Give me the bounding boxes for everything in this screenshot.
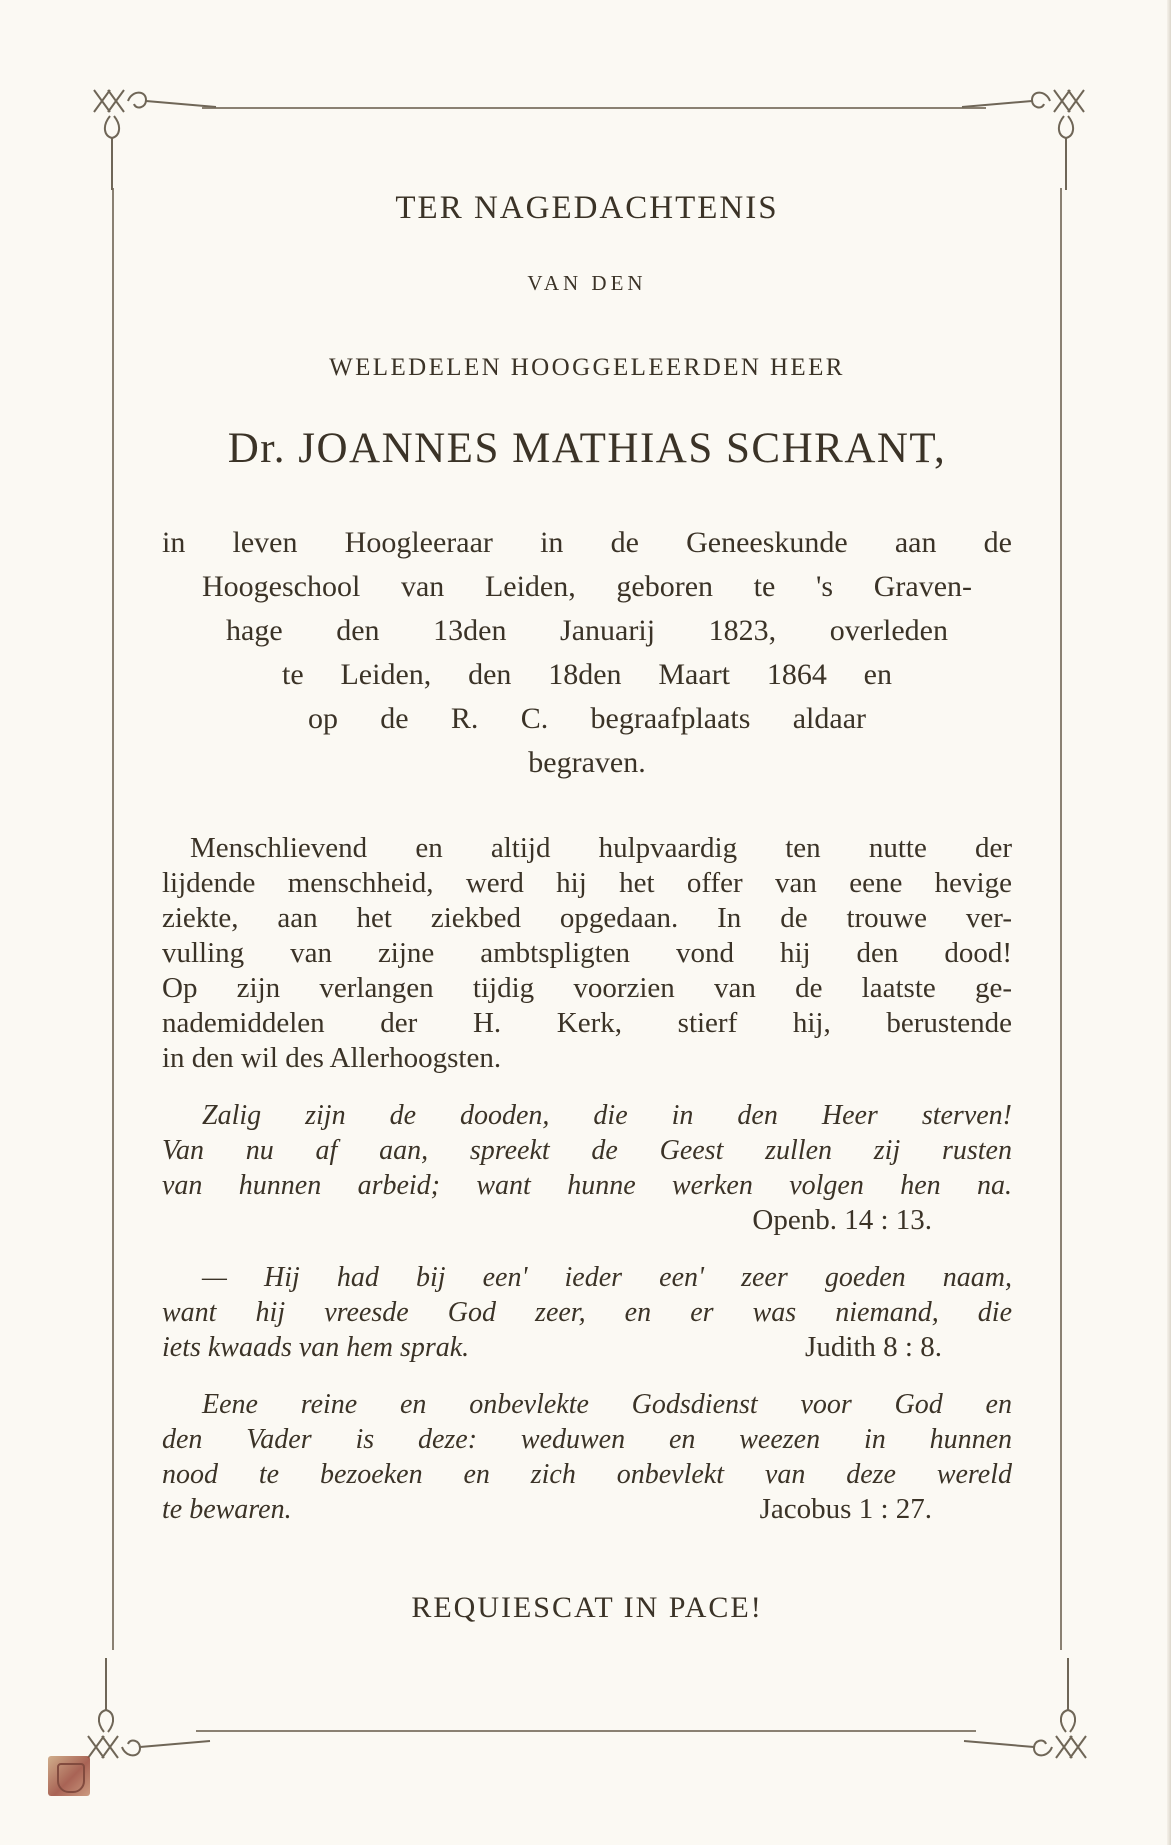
quote-line: — Hij had bij een' ieder een' zeer goeden naam, — [202, 1262, 1012, 1293]
scripture-quote-1 — [162, 1098, 1012, 1238]
quote-line: iets kwaads van hem sprak. — [162, 1332, 470, 1363]
tribute-paragraph — [162, 831, 1012, 1076]
quote-reference: Openb. 14 : 13. — [752, 1204, 932, 1236]
quote-line: nood te bezoeken en zich onbevlekt van deze wereld — [162, 1459, 1012, 1490]
closing-prayer: REQUIESCAT IN PACE! — [411, 1591, 763, 1624]
scripture-quote-2 — [162, 1260, 1012, 1365]
border-bottom — [196, 1730, 976, 1732]
quote-line: Van nu af aan, spreekt de Geest zullen zij rusten — [162, 1135, 1012, 1166]
biography — [162, 521, 1012, 785]
corner-ornament-icon — [962, 1656, 1092, 1766]
bio-line: in leven Hoogleeraar in de Geneeskunde aan de — [162, 526, 1012, 559]
tribute-line: Op zijn verlangen tijdig voorzien van de laatste ge- — [162, 972, 1012, 1004]
collection-stamp-icon — [48, 1756, 90, 1796]
card-text — [162, 190, 1012, 1625]
quote-line: Eene reine en onbevlekte Godsdienst voor God en — [202, 1389, 1012, 1420]
border-top — [202, 107, 986, 109]
tribute-line: lijdende menschheid, werd hij het offer van eene hevige — [162, 867, 1012, 899]
corner-ornament-icon — [88, 82, 218, 192]
quote-final-line — [162, 1330, 1012, 1365]
bio-line: hage den 13den Januarij 1823, overleden — [226, 614, 948, 647]
tribute-line: in den wil des Allerhoogsten. — [162, 1042, 502, 1074]
border-right — [1060, 188, 1062, 1650]
bio-line: te Leiden, den 18den Maart 1864 en — [282, 658, 892, 691]
quote-line: den Vader is deze: weduwen en weezen in hunnen — [162, 1424, 1012, 1455]
quote-reference: Jacobus 1 : 27. — [759, 1493, 932, 1525]
quote-line: van hunnen arbeid; want hunne werken volgen hen na. — [162, 1170, 1012, 1201]
corner-ornament-icon — [960, 82, 1090, 192]
tribute-line: nademiddelen der H. Kerk, stierf hij, berustende — [162, 1007, 1012, 1039]
tribute-line: ziekte, aan het ziekbed opgedaan. In de trouwe ver- — [162, 902, 1012, 934]
tribute-line: Menschlievend en altijd hulpvaardig ten nutte der — [190, 832, 1012, 864]
bio-line: op de R. C. begraafplaats aldaar — [308, 702, 866, 735]
quote-line: Zalig zijn de dooden, die in den Heer sterven! — [202, 1100, 1012, 1131]
heading-honorific: WELEDELEN HOOGGELEERDEN HEER — [329, 354, 845, 381]
quote-line: te bewaren. — [162, 1494, 292, 1525]
scripture-quote-3 — [162, 1387, 1012, 1527]
quote-reference: Judith 8 : 8. — [805, 1331, 942, 1363]
bio-line: Hoogeschool van Leiden, geboren te 's Graven- — [202, 570, 972, 603]
heading-in-memory: TER NAGEDACHTENIS — [395, 190, 779, 226]
bio-line: begraven. — [528, 746, 646, 779]
heading-of-the: VAN DEN — [527, 271, 647, 295]
border-left — [112, 188, 114, 1650]
quote-final-line — [162, 1492, 1012, 1527]
deceased-name: Dr. JOANNES MATHIAS SCHRANT, — [227, 425, 947, 472]
quote-line: want hij vreesde God zeer, en er was niemand, die — [162, 1297, 1012, 1328]
corner-ornament-icon — [82, 1656, 212, 1766]
tribute-line: vulling van zijne ambtspligten vond hij den dood! — [162, 937, 1012, 969]
